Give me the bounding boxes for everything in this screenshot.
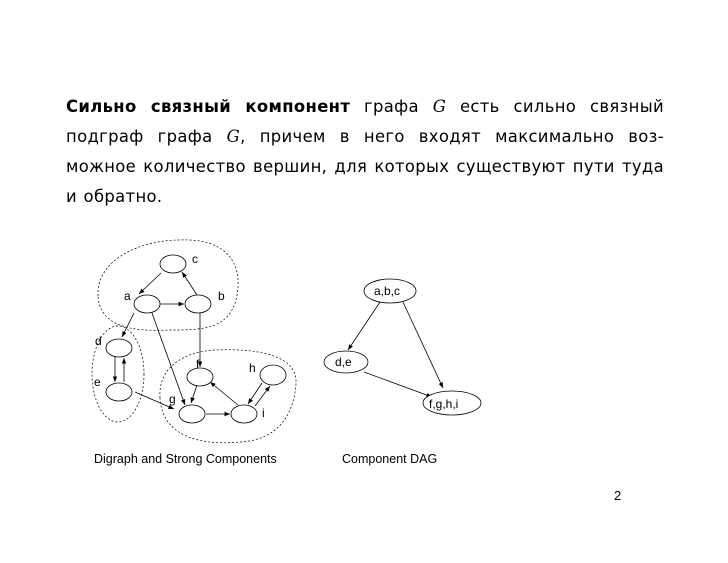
- term-strong-component: Сильно связный компонент: [66, 97, 351, 116]
- page-number: 2: [614, 488, 622, 503]
- math-var-g-1: G: [432, 97, 447, 116]
- label-e: e: [94, 375, 101, 389]
- edge-f-g: [191, 385, 197, 403]
- dag-label-abc: a,b,c: [374, 284, 401, 298]
- node-i: [231, 405, 257, 423]
- edge-i-f: [210, 382, 238, 405]
- dag-edge-abc-de: [348, 302, 380, 350]
- edge-b-c: [182, 272, 197, 295]
- digraph-caption: Digraph and Strong Components: [94, 452, 277, 466]
- node-b: [185, 295, 211, 313]
- node-h: [260, 365, 286, 385]
- node-g: [179, 405, 205, 423]
- label-f: f: [196, 357, 200, 371]
- edge-h-i: [248, 383, 262, 404]
- dag-edge-de-fghi: [364, 372, 432, 397]
- text-part-1: графа: [350, 97, 433, 116]
- dag-caption: Component DAG: [342, 452, 438, 466]
- node-e: [106, 383, 132, 401]
- component-abc-boundary: [98, 240, 238, 330]
- label-i: i: [262, 406, 265, 420]
- text-part-3: , причем в него входят максимально воз-можное количество вершин, для которых существуют пути туда и обратно.: [66, 127, 664, 206]
- edge-a-d: [122, 313, 134, 337]
- digraph-nodes: [106, 255, 286, 423]
- dag-label-fghi: f,g,h,i: [429, 397, 459, 411]
- node-d: [106, 339, 132, 357]
- node-f: [187, 368, 213, 386]
- node-c: [160, 255, 186, 273]
- dag-edge-abc-fghi: [403, 302, 443, 388]
- label-g: g: [169, 392, 176, 406]
- node-a: [134, 295, 160, 313]
- dag-nodes: [324, 279, 481, 415]
- label-d: d: [95, 334, 102, 348]
- dag-label-de: d,e: [335, 355, 352, 369]
- label-b: b: [218, 289, 225, 303]
- label-a: a: [124, 289, 131, 303]
- math-var-g-2: G: [226, 127, 241, 146]
- text-part-2: есть сильно связный подграф графа: [66, 97, 664, 146]
- edge-c-a: [139, 273, 161, 294]
- label-c: c: [192, 252, 198, 266]
- label-h: h: [249, 361, 256, 375]
- edge-i-h: [255, 386, 270, 406]
- dag-edges: [348, 302, 443, 397]
- digraph-edges: [115, 272, 270, 414]
